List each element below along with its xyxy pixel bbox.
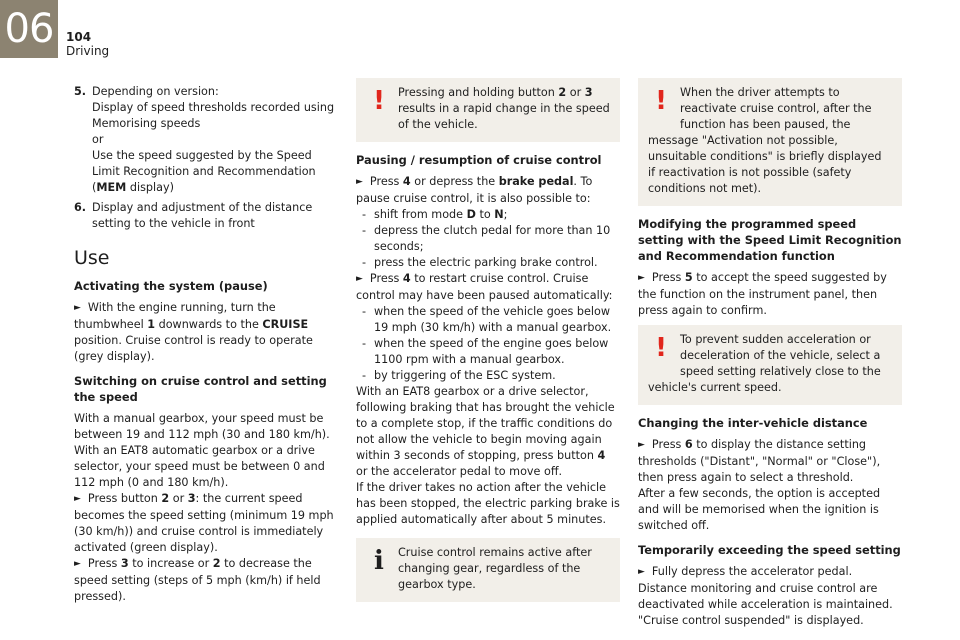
- note-text: To prevent sudden acceleration or deceleration of the vehicle, select a speed setting relatively close to the vehicle's current speed.: [648, 333, 881, 394]
- page-number: 104: [66, 30, 92, 44]
- column-3: [638, 84, 902, 635]
- press-3-2-text: ► Press 3 to increase or 2 to decrease the speed setting (steps of 5 mph (km/h) if held pressed).: [74, 557, 321, 603]
- note-text: Pressing and holding button 2 or 3 results in a rapid change in the speed of the vehicle.: [398, 86, 610, 131]
- list-item-6: [74, 200, 336, 232]
- eat8-text: With an EAT8 gearbox or a drive selector, following braking that has brought the vehicle to a complete stop, if the traffic conditions do not allow the vehicle to begin moving again within 3 seconds of stopping, press button 4 or the accelerator pedal to move off.: [356, 385, 615, 478]
- list-item: - when the speed of the engine goes below 1100 rpm with a manual gearbox.: [374, 336, 620, 368]
- press-2-3-text: ► Press button 2 or 3: the current speed becomes the speed setting (minimum 19 mph (30 km/h)) and cruise control is immediately activated (green display).: [74, 492, 334, 554]
- switching-text-1: With a manual gearbox, your speed must be between 19 and 112 mph (30 and 180 km/h).: [74, 412, 330, 441]
- warning-icon: !: [655, 333, 667, 363]
- pause-options-list: [356, 207, 620, 271]
- arrow-icon: ►: [74, 559, 81, 569]
- list-item: - shift from mode D to N;: [374, 207, 620, 223]
- column-1: [74, 84, 336, 611]
- memorised-text: After a few seconds, the option is accepted and will be memorised when the ignition is switched off.: [638, 487, 881, 532]
- auto-pause-list: [356, 304, 620, 384]
- fully-depress-text: ► Fully depress the accelerator pedal. Distance monitoring and cruise control are deactivated while acceleration is maintained. "Cruise control suspended" is displayed.: [638, 565, 893, 627]
- item-line: or: [92, 133, 104, 146]
- item-line: Use the speed suggested by the Speed Limit Recognition and Recommendation (MEM display): [92, 149, 316, 194]
- switching-text-2: With an EAT8 automatic gearbox or a drive selector, your speed must be between 0 and 112 mph (0 and 180 km/h).: [74, 444, 325, 489]
- info-icon: i: [374, 546, 384, 576]
- list-item-5: [74, 84, 336, 196]
- list-item: - by triggering of the ESC system.: [374, 368, 620, 384]
- note-text: Cruise control remains active after changing gear, regardless of the gearbox type.: [398, 546, 592, 591]
- column-2: [356, 84, 620, 612]
- press-5-text: ► Press 5 to accept the speed suggested by the function on the instrument panel, then press again to confirm.: [638, 271, 887, 317]
- list-item: - when the speed of the vehicle goes below 19 mph (30 km/h) with a manual gearbox.: [374, 304, 620, 336]
- switching-heading: Switching on cruise control and setting the speed: [74, 374, 327, 404]
- list-item: - depress the clutch pedal for more than 10 seconds;: [374, 223, 620, 255]
- arrow-icon: ►: [356, 177, 363, 187]
- arrow-icon: ►: [74, 303, 81, 313]
- press-4-text: ► Press 4 or depress the brake pedal. To pause cruise control, it is also possible to:: [356, 175, 593, 205]
- press-6-text: ► Press 6 to display the distance setting thresholds ("Distant", "Normal" or "Close"), then press again to select a threshold.: [638, 438, 881, 484]
- warning-note: [638, 78, 902, 206]
- activating-heading: Activating the system (pause): [74, 279, 268, 293]
- chapter-number: 06: [0, 0, 58, 58]
- warning-icon: !: [655, 86, 667, 116]
- arrow-icon: ►: [74, 494, 81, 504]
- section-name: Driving: [66, 44, 110, 58]
- item-line: Depending on version:: [92, 85, 219, 98]
- use-heading: Use: [74, 247, 110, 269]
- note-text: When the driver attempts to reactivate cruise control, after the function has been paused, the message "Activation not possible, unsuitable conditions" is briefly displayed if reactivation is not possible (safety conditions not met).: [648, 86, 882, 195]
- warning-icon: !: [373, 86, 385, 116]
- arrow-icon: ►: [638, 440, 645, 450]
- item-number: 6.: [74, 201, 87, 214]
- item-line: Display of speed thresholds recorded using Memorising speeds: [92, 101, 335, 130]
- list-item: - press the electric parking brake control.: [374, 255, 620, 271]
- info-note: [356, 538, 620, 602]
- item-number: 5.: [74, 85, 87, 98]
- pausing-heading: Pausing / resumption of cruise control: [356, 153, 602, 167]
- temporarily-heading: Temporarily exceeding the speed setting: [638, 543, 901, 557]
- driver-text: If the driver takes no action after the vehicle has been stopped, the electric parking brake is applied automatically after about 5 minutes.: [356, 481, 620, 526]
- activating-text: ► With the engine running, turn the thumbwheel 1 downwards to the CRUISE position. Cruise control is ready to operate (grey display).: [74, 301, 313, 363]
- modifying-heading: Modifying the programmed speed setting with the Speed Limit Recognition and Recommendation function: [638, 217, 902, 263]
- warning-note: [356, 78, 620, 142]
- item-line: Display and adjustment of the distance setting to the vehicle in front: [92, 201, 313, 230]
- arrow-icon: ►: [638, 273, 645, 283]
- arrow-icon: ►: [356, 274, 363, 284]
- restart-text: ► Press 4 to restart cruise control. Cruise control may have been paused automatically:: [356, 272, 613, 302]
- arrow-icon: ►: [638, 567, 645, 577]
- changing-heading: Changing the inter-vehicle distance: [638, 416, 868, 430]
- warning-note: [638, 325, 902, 405]
